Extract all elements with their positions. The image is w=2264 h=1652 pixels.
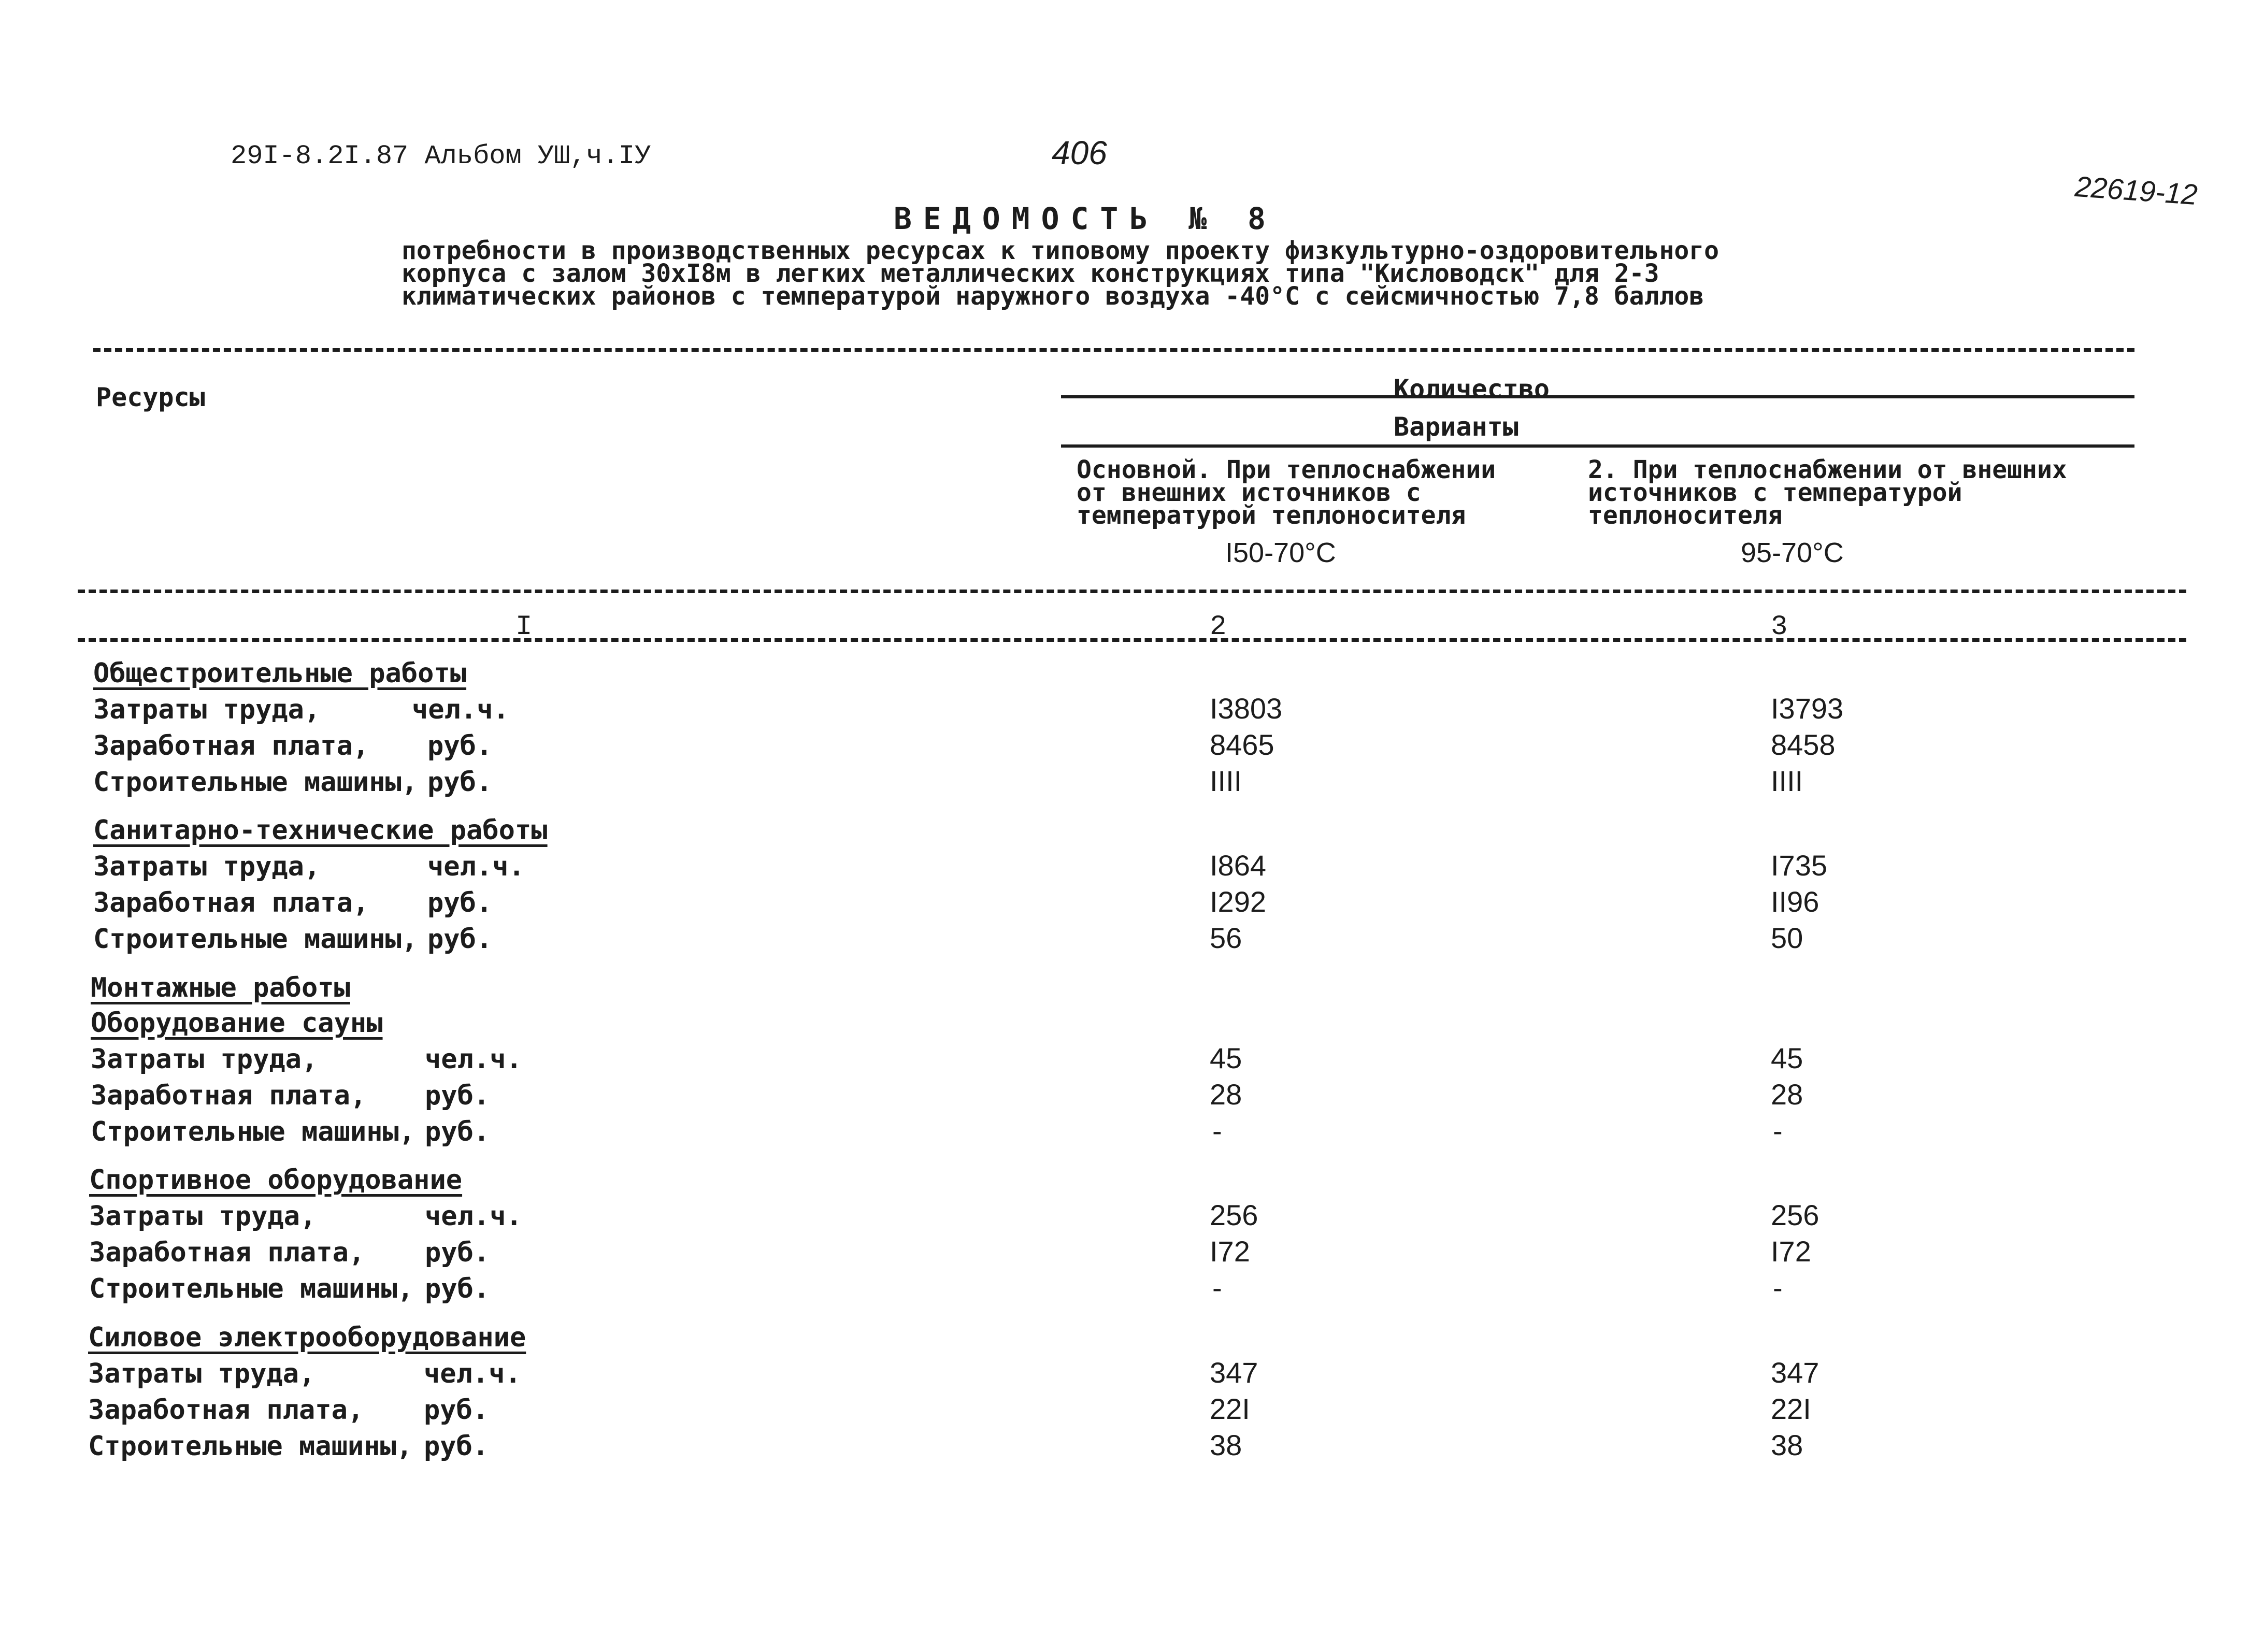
variant-2-description [1588, 455, 2067, 530]
row-unit: руб. [424, 1431, 489, 1462]
row-value-variant-2: - [1773, 1114, 1783, 1147]
column-numbers-rule [78, 638, 2186, 642]
row-value-variant-2: 8458 [1771, 728, 1836, 761]
row-value-variant-1: 22I [1210, 1392, 1250, 1425]
row-value-variant-1: 347 [1210, 1356, 1258, 1389]
row-value-variant-1: I292 [1210, 885, 1266, 918]
row-unit: руб. [425, 1273, 490, 1304]
row-value-variant-2: 347 [1771, 1356, 1819, 1389]
row-unit: руб. [427, 730, 493, 762]
row-name: Затраты труда, [91, 1044, 318, 1075]
row-value-variant-1: IIII [1210, 765, 1242, 797]
subtitle-line-3: климатических районов с температурой наружного воздуха -40°С с сейсмичностью 7,8 баллов [402, 282, 1704, 311]
subtitle-line-1: потребности в производственных ресурсах к типовому проекту физкультурно-оздоровительного [402, 236, 1720, 265]
row-name: Строительные машины, [93, 924, 418, 955]
row-value-variant-2: 256 [1771, 1199, 1819, 1231]
row-unit: руб. [425, 1080, 490, 1111]
section-title-general-construction: Общестроительные работы [93, 658, 467, 689]
column-number-1: I [515, 611, 533, 643]
row-unit: чел.ч. [412, 694, 509, 725]
row-value-variant-1: 45 [1210, 1042, 1242, 1074]
row-value-variant-2: II96 [1771, 885, 1819, 918]
column-number-2: 2 [1210, 611, 1227, 643]
row-value-variant-2: I3793 [1771, 692, 1844, 725]
row-name: Заработная плата, [88, 1395, 364, 1426]
row-value-variant-1: I864 [1210, 849, 1266, 882]
row-unit: руб. [427, 924, 493, 955]
variant-2-temperature: 95-70°С [1741, 537, 1844, 568]
variant-2-line-2: источников с температурой [1588, 478, 1962, 507]
row-value-variant-1: I72 [1210, 1235, 1250, 1268]
row-value-variant-1: 256 [1210, 1199, 1258, 1231]
section-title-power-electrical: Силовое электрооборудование [88, 1322, 526, 1353]
handwritten-code: 22619-12 [2074, 169, 2199, 211]
row-name: Заработная плата, [91, 1080, 367, 1111]
row-value-variant-2: 38 [1771, 1429, 1803, 1461]
row-name: Затраты труда, [88, 1358, 316, 1389]
variant-1-line-1: Основной. При теплоснабжении [1077, 455, 1496, 484]
row-value-variant-2: 45 [1771, 1042, 1803, 1074]
row-value-variant-2: 22I [1771, 1392, 1811, 1425]
variant-1-temperature: I50-70°С [1225, 537, 1336, 568]
row-value-variant-2: 50 [1771, 922, 1803, 954]
row-value-variant-1: - [1212, 1271, 1222, 1304]
section-subtitle-sauna: Оборудование сауны [91, 1008, 383, 1039]
row-unit: руб. [425, 1237, 490, 1268]
document-title: ВЕДОМОСТЬ № 8 [894, 201, 1277, 236]
row-name: Заработная плата, [89, 1237, 365, 1268]
variant-1-line-2: от внешних источников с [1077, 478, 1421, 507]
page-number: 406 [1052, 134, 1107, 171]
header-bottom-rule [78, 590, 2186, 593]
row-value-variant-2: I72 [1771, 1235, 1811, 1268]
row-name: Затраты труда, [93, 851, 321, 882]
quantity-rule [1061, 395, 2134, 398]
row-name: Строительные машины, [93, 767, 418, 798]
row-unit: руб. [425, 1116, 490, 1147]
section-title-sanitary: Санитарно-технические работы [93, 815, 548, 846]
column-number-3: 3 [1771, 611, 1788, 643]
row-unit: чел.ч. [425, 1044, 522, 1075]
row-unit: руб. [427, 887, 493, 918]
row-value-variant-2: IIII [1771, 765, 1803, 797]
row-name: Заработная плата, [93, 887, 369, 918]
section-title-installation: Монтажные работы [91, 972, 350, 1003]
row-unit: руб. [424, 1395, 489, 1426]
table-top-rule [93, 348, 2134, 352]
row-value-variant-2: 28 [1771, 1078, 1803, 1111]
row-value-variant-1: 28 [1210, 1078, 1242, 1111]
row-value-variant-2: I735 [1771, 849, 1827, 882]
variant-1-line-3: температурой теплоносителя [1077, 501, 1466, 530]
row-name: Строительные машины, [88, 1431, 413, 1462]
variant-1-description [1077, 455, 1496, 530]
variant-2-line-3: теплоносителя [1588, 501, 1783, 530]
row-name: Строительные машины, [91, 1116, 415, 1147]
column-header-variants: Варианты [1394, 412, 1518, 442]
row-value-variant-2: - [1773, 1271, 1783, 1304]
variant-2-line-1: 2. При теплоснабжении от внешних [1588, 455, 2067, 484]
row-unit: руб. [427, 767, 493, 798]
column-header-resources: Ресурсы [96, 382, 205, 412]
row-value-variant-1: 8465 [1210, 728, 1274, 761]
subtitle-line-2: корпуса с залом 30хI8м в легких металлических конструкциях типа "Кисловодск" для 2-3 [402, 259, 1659, 288]
row-name: Затраты труда, [89, 1201, 317, 1232]
section-title-sports-equipment: Спортивное оборудование [89, 1165, 463, 1196]
row-value-variant-1: I3803 [1210, 692, 1283, 725]
variants-rule [1061, 444, 2134, 448]
row-name: Затраты труда, [93, 694, 321, 725]
document-subtitle [402, 236, 1720, 311]
row-value-variant-1: 38 [1210, 1429, 1242, 1461]
row-value-variant-1: - [1212, 1114, 1222, 1147]
row-name: Заработная плата, [93, 730, 369, 762]
row-value-variant-1: 56 [1210, 922, 1242, 954]
row-unit: чел.ч. [424, 1358, 521, 1389]
document-code: 29I-8.2I.87 Альбом УШ,ч.IУ [231, 141, 651, 171]
column-header-quantity: Количество [1394, 374, 1550, 404]
row-name: Строительные машины, [89, 1273, 414, 1304]
row-unit: чел.ч. [427, 851, 525, 882]
row-unit: чел.ч. [425, 1201, 522, 1232]
